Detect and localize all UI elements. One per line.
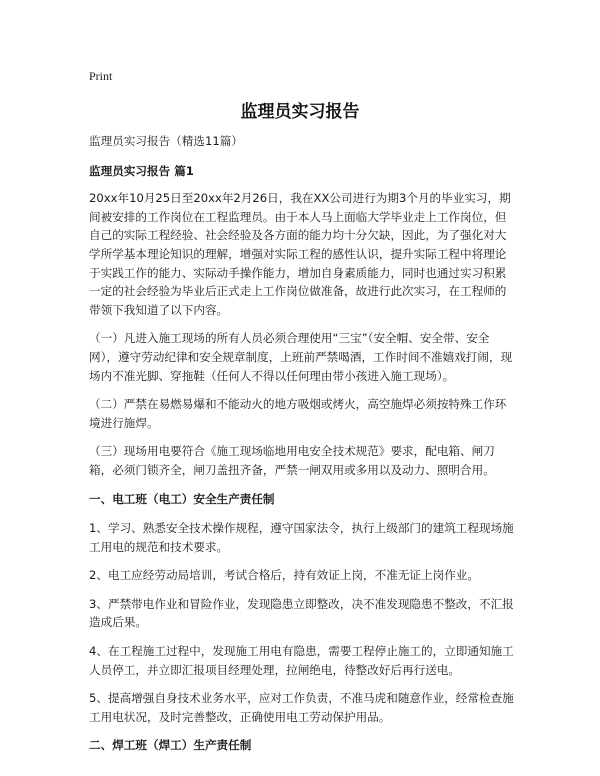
welder-heading: 二、焊工班（焊工）生产责任制 xyxy=(89,738,252,753)
list-item: 1、学习、熟悉安全技术操作规程，遵守国家法令，执行上级部门的建筑工程现场施工用电的规范和技术要求。 xyxy=(89,521,514,554)
document-title: 监理员实习报告 xyxy=(240,102,360,122)
rule-paragraph-2: （二）严禁在易燃易爆和不能动火的地方吸烟或烤火，高空施焊必须按特殊工作环境进行施焊。 xyxy=(89,397,507,430)
document-body xyxy=(89,132,515,766)
list-item: 2、电工应经劳动局培训，考试合格后，持有效证上岗，不准无证上岗作业。 xyxy=(89,568,479,583)
intro-paragraph: 20xx年10月25日至20xx年2月26日，我在XX公司进行为期3个月的毕业实习，期间被安排的工作岗位在工程监理员。由于本人马上面临大学毕业走上工作岗位，但自己的实际工程经验、社会经验及各方面的能力均十分欠缺，因此，为了强化对大学所学基本理论知识的理解，增强对实际工程的感性认识，提升实际工程中将理论于实践工作的能力、实际动手操作能力，增加自身素质能力，同时也通过实习积累一定的社会经验为毕业后正式走上工作岗位做准备，故进行此次实习，在工程师的带领下我知道了以下内容。 xyxy=(89,191,511,317)
section-heading: 监理员实习报告 篇1 xyxy=(89,163,194,178)
document-subtitle: 监理员实习报告（精选11篇） xyxy=(89,134,243,148)
list-item: 4、在工程施工过程中，发现施工用电有隐患，需要工程停止施工的，立即通知施工人员停工，并立即汇报项目经理处理，拉闸绝电，待整改好后再行送电。 xyxy=(89,644,514,677)
list-item: 5、提高增强自身技术业务水平，应对工作负责，不准马虎和随意作业，经常检查施工用电状况，及时完善整改，正确使用电工劳动保护用品。 xyxy=(89,691,514,724)
print-link[interactable]: Print xyxy=(89,69,113,83)
list-item: 3、严禁带电作业和冒险作业，发现隐患立即整改，决不准发现隐患不整改，不汇报造成后果。 xyxy=(89,596,514,630)
rule-paragraph-1: （一）凡进入施工现场的所有人员必须合理使用“三宝”（安全帽、安全带、安全网），遵守劳动纪律和安全规章制度，上班前严禁喝酒，工作时间不准嬉戏打闹，现场内不准光脚、穿拖鞋（任何人不得以任何理由带小孩进入施工现场）。 xyxy=(89,331,513,383)
rule-paragraph-3: （三）现场用电要符合《施工现场临地用电安全技术规范》要求，配电箱、闸刀箱，必须门锁齐全，闸刀盖扭齐备，严禁一闸双用或多用以及动力、照明合用。 xyxy=(89,444,495,477)
electrician-heading: 一、电工班（电工）安全生产责任制 xyxy=(89,491,275,506)
